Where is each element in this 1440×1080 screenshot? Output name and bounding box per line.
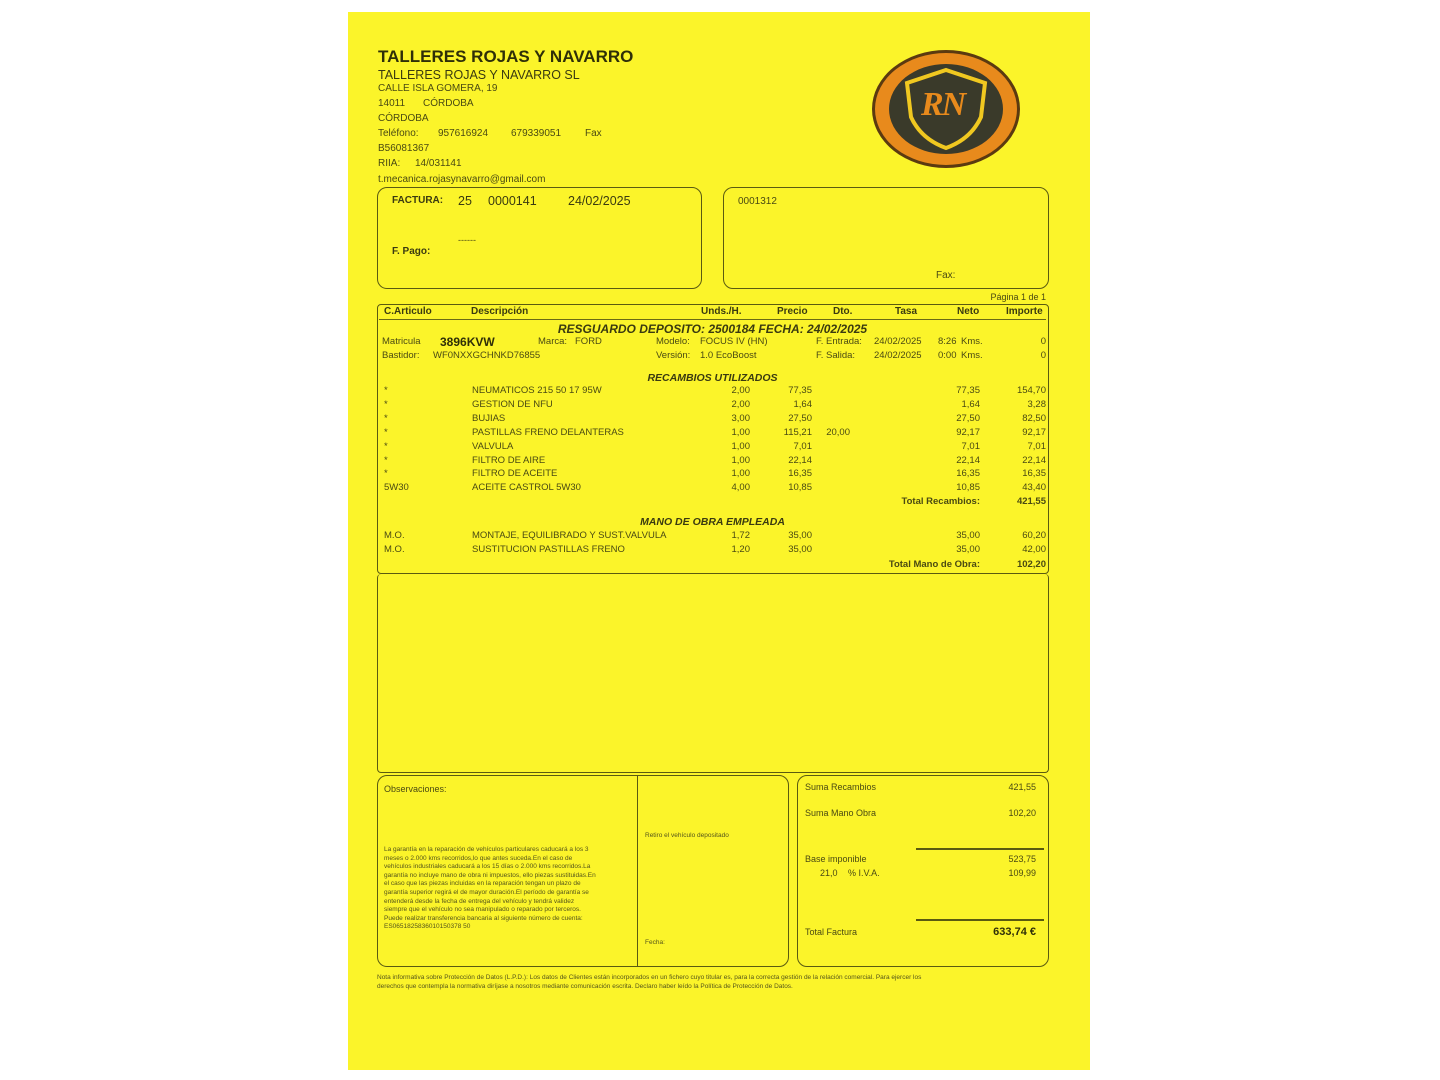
chassis-label: Bastidor: xyxy=(382,350,420,361)
part-discount xyxy=(810,481,850,494)
chassis-value: WF0NXXGCHNKD76855 xyxy=(433,350,541,361)
part-price: 77,35 xyxy=(788,385,812,396)
col-net: Neto xyxy=(957,306,980,317)
signature-date-label: Fecha: xyxy=(645,939,665,946)
subtotal-rule xyxy=(916,848,1044,850)
labor-net: 35,00 xyxy=(956,530,980,541)
phone-label: Teléfono: xyxy=(378,128,419,139)
part-qty: 3,00 xyxy=(731,413,750,424)
col-price: Precio xyxy=(777,306,808,317)
received-label: Retiro el vehículo depositado xyxy=(645,832,729,839)
vat-rate: 21,0 xyxy=(820,868,838,878)
part-code: 5W30 xyxy=(384,482,409,493)
part-net: 1,64 xyxy=(961,399,980,410)
company-cif: B56081367 xyxy=(378,143,430,154)
part-qty: 2,00 xyxy=(731,385,750,396)
part-code: * xyxy=(384,385,388,396)
phone-1: 957616924 xyxy=(438,128,489,139)
part-discount xyxy=(810,440,850,453)
part-discount xyxy=(810,467,850,480)
invoice-total: 633,74 € xyxy=(993,926,1036,938)
part-discount: 20,00 xyxy=(826,427,850,438)
labor-amount: 60,20 xyxy=(1022,530,1046,541)
parts-title: RECAMBIOS UTILIZADOS xyxy=(647,372,778,384)
observations-label: Observaciones: xyxy=(384,784,447,794)
part-price: 1,64 xyxy=(793,399,812,410)
labor-description: SUSTITUCION PASTILLAS FRENO xyxy=(472,544,625,555)
sum-labor-label: Suma Mano Obra xyxy=(805,808,877,818)
part-amount: 3,28 xyxy=(1027,399,1046,410)
warranty-text: La garantía en la reparación de vehículos particulares caducará a los 3 meses o 2.000 kms recorridos,lo que antes suceda.En el caso de vehículos industriales caducará a los 15 días o 2.000 kms recorridos.La garantía no incluye mano de obra ni impuestos, ello piezas sustituidas.En el caso que las piezas incluidas en la reparación tengan un plazo de garantía superior regirá el de mayor duración.El período de garantía se entenderá desde la fecha de entrega del vehículo y tendrá validez siempre que el vehículo no sea manipulado o reparado por terceros. Puede realizar transferencia bancaria al siguiente número de cuenta: ES0651825836010150378 50 xyxy=(384,846,596,931)
labor-total: 102,20 xyxy=(1016,559,1046,570)
fax-label: Fax xyxy=(585,128,602,139)
part-description: FILTRO DE ACEITE xyxy=(472,468,558,479)
labor-hours: 1,20 xyxy=(731,544,750,555)
part-description: PASTILLAS FRENO DELANTERAS xyxy=(472,427,624,438)
totals-box xyxy=(797,775,1049,967)
part-amount: 7,01 xyxy=(1027,441,1046,452)
labor-net: 35,00 xyxy=(956,544,980,555)
invoice-info-box xyxy=(377,187,702,289)
part-qty: 1,00 xyxy=(731,441,750,452)
part-discount xyxy=(810,398,850,411)
part-amount: 22,14 xyxy=(1022,455,1046,466)
entry-kms: 0 xyxy=(1040,336,1046,347)
part-description: GESTION DE NFU xyxy=(472,399,553,410)
brand-label: Marca: xyxy=(538,336,568,347)
ria-value: 14/031141 xyxy=(415,158,462,169)
part-description: FILTRO DE AIRE xyxy=(472,455,546,466)
base-label: Base imponible xyxy=(805,854,867,864)
column-header-row xyxy=(379,306,1046,320)
part-price: 7,01 xyxy=(793,441,812,452)
part-price: 115,21 xyxy=(783,427,812,438)
part-amount: 82,50 xyxy=(1022,413,1046,424)
part-discount xyxy=(810,412,850,425)
part-discount xyxy=(810,454,850,467)
version-label: Versión: xyxy=(656,350,691,361)
brand-value: FORD xyxy=(575,336,602,347)
total-label: Total Factura xyxy=(805,927,858,937)
legal-note: Nota informativa sobre Protección de Datos (L.P.D.): Los datos de Clientes están incorporados en un fichero cuyo titular es, para la correcta gestión de la relación comercial. Para ejercer los derechos que contempla la normativa diríjase a nosotros mediante comunicación escrita. Declaro haber leído la Política de Protección de Datos. xyxy=(377,974,922,990)
part-net: 27,50 xyxy=(956,413,980,424)
part-amount: 16,35 xyxy=(1022,468,1046,479)
company-postal-code: 14011 xyxy=(378,98,406,109)
invoice-page xyxy=(348,12,1090,1070)
part-qty: 4,00 xyxy=(731,482,750,493)
part-amount: 154,70 xyxy=(1016,385,1046,396)
logo-letters: RN xyxy=(921,86,965,123)
entry-kms-label: Kms. xyxy=(961,336,983,347)
entry-date: 24/02/2025 xyxy=(874,336,922,347)
company-province: CÓRDOBA xyxy=(378,113,429,124)
model-label: Modelo: xyxy=(656,336,690,347)
part-price: 27,50 xyxy=(788,413,812,424)
vat-amount: 109,99 xyxy=(1008,868,1036,878)
labor-price: 35,00 xyxy=(788,530,812,541)
exit-kms-label: Kms. xyxy=(961,350,983,361)
phone-2: 679339051 xyxy=(511,128,562,139)
part-net: 10,85 xyxy=(956,482,980,493)
entry-time: 8:26 xyxy=(938,336,957,347)
deposit-title: RESGUARDO DEPOSITO: 2500184 FECHA: 24/02/2025 xyxy=(557,322,868,336)
items-table-empty-area xyxy=(377,574,1049,773)
part-description: BUJIAS xyxy=(472,413,506,424)
part-price: 10,85 xyxy=(788,482,812,493)
part-code: * xyxy=(384,468,388,479)
company-name: TALLERES ROJAS Y NAVARRO xyxy=(378,47,634,66)
labor-total-label: Total Mano de Obra: xyxy=(888,559,980,570)
part-qty: 1,00 xyxy=(731,468,750,479)
labor-amount: 42,00 xyxy=(1022,544,1046,555)
company-city: CÓRDOBA xyxy=(423,98,474,109)
part-amount: 92,17 xyxy=(1022,427,1046,438)
part-net: 77,35 xyxy=(956,385,980,396)
company-email: t.mecanica.rojasynavarro@gmail.com xyxy=(378,174,546,185)
part-net: 22,14 xyxy=(956,455,980,466)
company-logo xyxy=(872,50,1020,168)
base-amount: 523,75 xyxy=(1008,854,1036,864)
client-info-box xyxy=(723,187,1049,289)
labor-title: MANO DE OBRA EMPLEADA xyxy=(640,516,785,528)
sum-parts-label: Suma Recambios xyxy=(805,782,877,792)
exit-date: 24/02/2025 xyxy=(874,350,922,361)
plate-label: Matricula xyxy=(382,336,421,347)
col-description: Descripción xyxy=(471,306,529,317)
part-qty: 2,00 xyxy=(731,399,750,410)
observations-box xyxy=(377,775,789,967)
col-amount: Importe xyxy=(1006,306,1043,317)
col-discount: Dto. xyxy=(833,306,853,317)
company-address: CALLE ISLA GOMERA, 19 xyxy=(378,83,498,94)
total-rule xyxy=(916,919,1044,921)
col-article: C.Articulo xyxy=(384,306,432,317)
invoice-number: 0000141 xyxy=(488,194,537,208)
part-price: 16,35 xyxy=(788,468,812,479)
observations-divider xyxy=(637,776,638,966)
page-number: Página 1 de 1 xyxy=(990,292,1046,302)
part-price: 22,14 xyxy=(788,455,812,466)
plate-value: 3896KVW xyxy=(440,335,495,349)
exit-time: 0:00 xyxy=(938,350,957,361)
labor-description: MONTAJE, EQUILIBRADO Y SUST.VALVULA xyxy=(472,530,667,541)
part-qty: 1,00 xyxy=(731,455,750,466)
invoice-series: 25 xyxy=(458,194,472,208)
labor-code: M.O. xyxy=(384,530,405,541)
part-amount: 43,40 xyxy=(1022,482,1046,493)
part-description: NEUMATICOS 215 50 17 95W xyxy=(472,385,602,396)
ria-label: RIIA: xyxy=(378,158,401,169)
col-units: Unds./H. xyxy=(701,306,742,317)
part-discount xyxy=(810,384,850,397)
part-code: * xyxy=(384,455,388,466)
labor-price: 35,00 xyxy=(788,544,812,555)
part-code: * xyxy=(384,413,388,424)
part-code: * xyxy=(384,441,388,452)
version-value: 1.0 EcoBoost xyxy=(700,350,757,361)
payment-label: F. Pago: xyxy=(392,246,431,257)
part-description: ACEITE CASTROL 5W30 xyxy=(472,482,581,493)
vat-label: % I.V.A. xyxy=(848,868,880,878)
exit-label: F. Salida: xyxy=(816,350,856,361)
parts-total-label: Total Recambios: xyxy=(901,496,980,507)
part-net: 16,35 xyxy=(956,468,980,479)
invoice-dash: ------ xyxy=(458,235,476,245)
client-fax-label: Fax: xyxy=(936,270,956,281)
sum-parts: 421,55 xyxy=(1008,782,1036,792)
entry-label: F. Entrada: xyxy=(816,336,862,347)
col-tax: Tasa xyxy=(895,306,918,317)
invoice-label: FACTURA: xyxy=(392,195,444,206)
labor-code: M.O. xyxy=(384,544,405,555)
labor-hours: 1,72 xyxy=(731,530,750,541)
part-net: 7,01 xyxy=(961,441,980,452)
parts-total: 421,55 xyxy=(1016,496,1046,507)
client-code: 0001312 xyxy=(738,196,777,207)
part-code: * xyxy=(384,427,388,438)
model-value: FOCUS IV (HN) xyxy=(700,336,768,347)
part-description: VALVULA xyxy=(472,441,514,452)
invoice-date: 24/02/2025 xyxy=(568,194,631,208)
exit-kms: 0 xyxy=(1040,350,1046,361)
company-legal-name: TALLERES ROJAS Y NAVARRO SL xyxy=(378,68,580,82)
part-code: * xyxy=(384,399,388,410)
part-qty: 1,00 xyxy=(731,427,750,438)
sum-labor: 102,20 xyxy=(1008,808,1036,818)
part-net: 92,17 xyxy=(956,427,980,438)
